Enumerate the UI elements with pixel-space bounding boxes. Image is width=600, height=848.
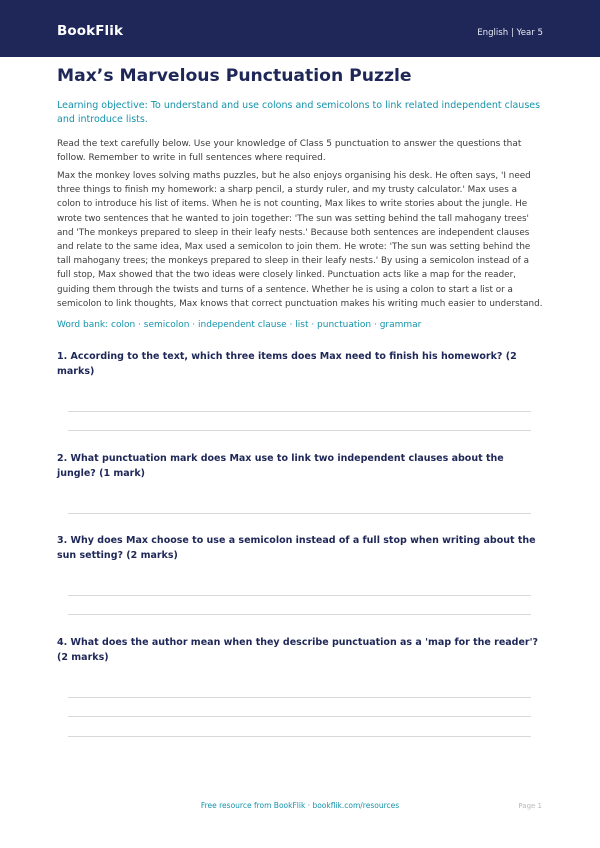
reading-passage: Max the monkey loves solving maths puzzles, but he also enjoys organising his desk. He often says, 'I need three things to finish my homework: a sharp pencil, a sturdy ruler, and my trusty calculator.' Max uses a colon to introduce his list of items. When he is not counting, Max likes to write stories about the jungle. He wrote two sentences that he wanted to join together: 'The sun was setting behind the tall mahogany trees' and 'The monkeys prepared to sleep in their leafy nests.' Because both sentences are independent clauses and relate to the same idea, Max used a semicolon to join them. He wrote: 'The sun was setting behind the tall mahogany trees; the monkeys prepared to sleep in their leafy nests.' By using a semicolon instead of a full stop, Max showed that the two ideas were closely linked. Punctuation acts like a map for the reader, guiding them through the twists and turns of a sentence. Whether he is using a colon to start a list or a semicolon to link thoughts, Max knows that correct punctuation makes his writing much easier to understand. <box>57 171 543 309</box>
answer-line[interactable] <box>68 595 531 596</box>
worksheet-title: Max’s Marvelous Punctuation Puzzle <box>57 66 412 86</box>
answer-line[interactable] <box>68 411 531 412</box>
brand-logo: BookFlik <box>57 23 124 39</box>
word-bank: Word bank: colon · semicolon · independent clause · list · punctuation · grammar <box>57 320 422 330</box>
footer-source: Free resource from BookFlik · bookflik.com/resources <box>200 801 400 810</box>
answer-line[interactable] <box>68 513 531 514</box>
page-number: Page 1 <box>518 802 542 810</box>
question-1: 1. According to the text, which three items does Max need to finish his homework? (2 marks) <box>57 351 517 377</box>
subject-year-label: English | Year 5 <box>477 28 543 38</box>
question-2: 2. What punctuation mark does Max use to link two independent clauses about the jungle? (1 mark) <box>57 453 504 479</box>
question-3: 3. Why does Max choose to use a semicolon instead of a full stop when writing about the sun setting? (2 marks) <box>57 535 536 561</box>
learning-objective: Learning objective: To understand and use colons and semicolons to link related independent clauses and introduce lists. <box>57 100 541 125</box>
question-4: 4. What does the author mean when they describe punctuation as a 'map for the reader'? (2 marks) <box>57 637 539 663</box>
header-bar <box>0 0 600 57</box>
answer-line[interactable] <box>68 697 531 698</box>
answer-line[interactable] <box>68 614 531 615</box>
answer-line[interactable] <box>68 716 531 717</box>
instructions: Read the text carefully below. Use your knowledge of Class 5 punctuation to answer the questions that follow. Remember to write in full sentences where required. <box>57 139 522 163</box>
answer-line[interactable] <box>68 736 531 737</box>
answer-line[interactable] <box>68 430 531 431</box>
